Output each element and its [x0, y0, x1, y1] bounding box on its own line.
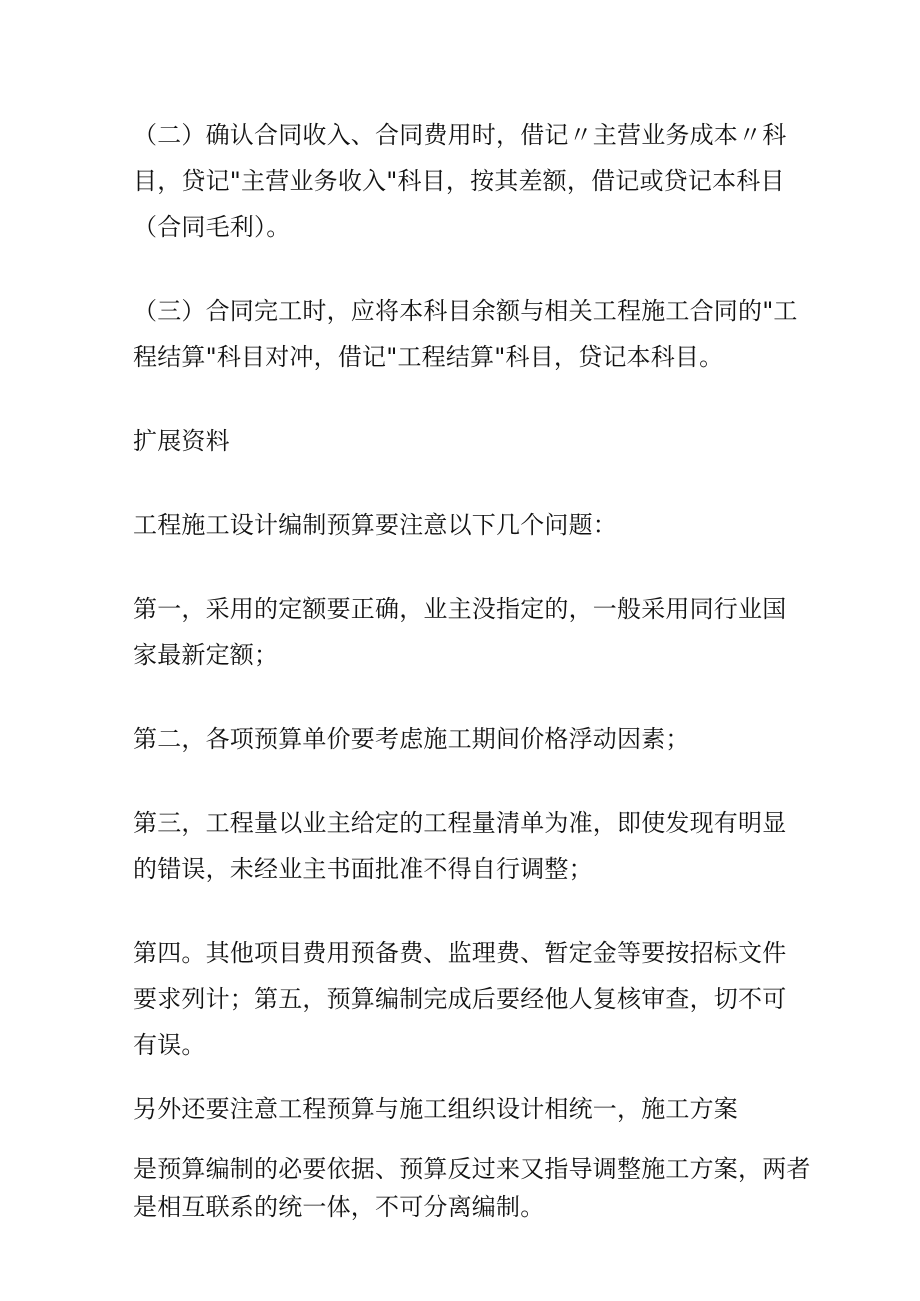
text-line: 程结算"科目对冲，借记"工程结算"科目，贷记本科目。 [133, 343, 724, 371]
text-line: 是预算编制的必要依据、预算反过来又指导调整施工方案，两者 [133, 1155, 811, 1183]
text-line: 第一，采用的定额要正确，业主没指定的，一般采用同行业国 [133, 595, 787, 623]
text-line: 第四。其他项目费用预备费、监理费、暂定金等要按招标文件 [133, 939, 787, 967]
text-line: 家最新定额； [133, 641, 279, 669]
text-line: 是相互联系的统一体，不可分离编制。 [133, 1193, 545, 1221]
list-item-third [133, 800, 793, 892]
section-heading [133, 418, 793, 464]
text-line: 要求列计；第五，预算编制完成后要经他人复核审查，切不可 [133, 985, 787, 1013]
list-item-first [133, 586, 793, 678]
list-item-fourth [133, 930, 793, 1068]
paragraph-closing-second [133, 1150, 811, 1226]
text-line: 工程施工设计编制预算要注意以下几个问题： [133, 511, 617, 539]
document-page [133, 112, 811, 1226]
text-line: 目，贷记"主营业务收入"科目，按其差额，借记或贷记本科目 [133, 167, 785, 195]
paragraph-contract-revenue [133, 112, 793, 250]
text-line: （二）确认合同收入、合同费用时，借记〃主营业务成本〃科 [133, 121, 787, 149]
paragraph-closing-first [133, 1086, 793, 1132]
paragraph-intro [133, 502, 793, 548]
text-line: 有误。 [133, 1031, 206, 1059]
list-item-second [133, 716, 793, 762]
text-line: 第三，工程量以业主给定的工程量清单为准，即使发现有明显 [133, 809, 787, 837]
paragraph-contract-completion [133, 288, 798, 380]
text-line: 扩展资料 [133, 427, 230, 455]
text-line: （三）合同完工时，应将本科目余额与相关工程施工合同的"工 [133, 297, 798, 325]
text-line: （合同毛利）。 [133, 213, 291, 241]
text-line: 第二，各项预算单价要考虑施工期间价格浮动因素； [133, 725, 690, 753]
text-line: 另外还要注意工程预算与施工组织设计相统一，施工方案 [133, 1095, 738, 1123]
text-line: 的错误，未经业主书面批准不得自行调整； [133, 855, 593, 883]
